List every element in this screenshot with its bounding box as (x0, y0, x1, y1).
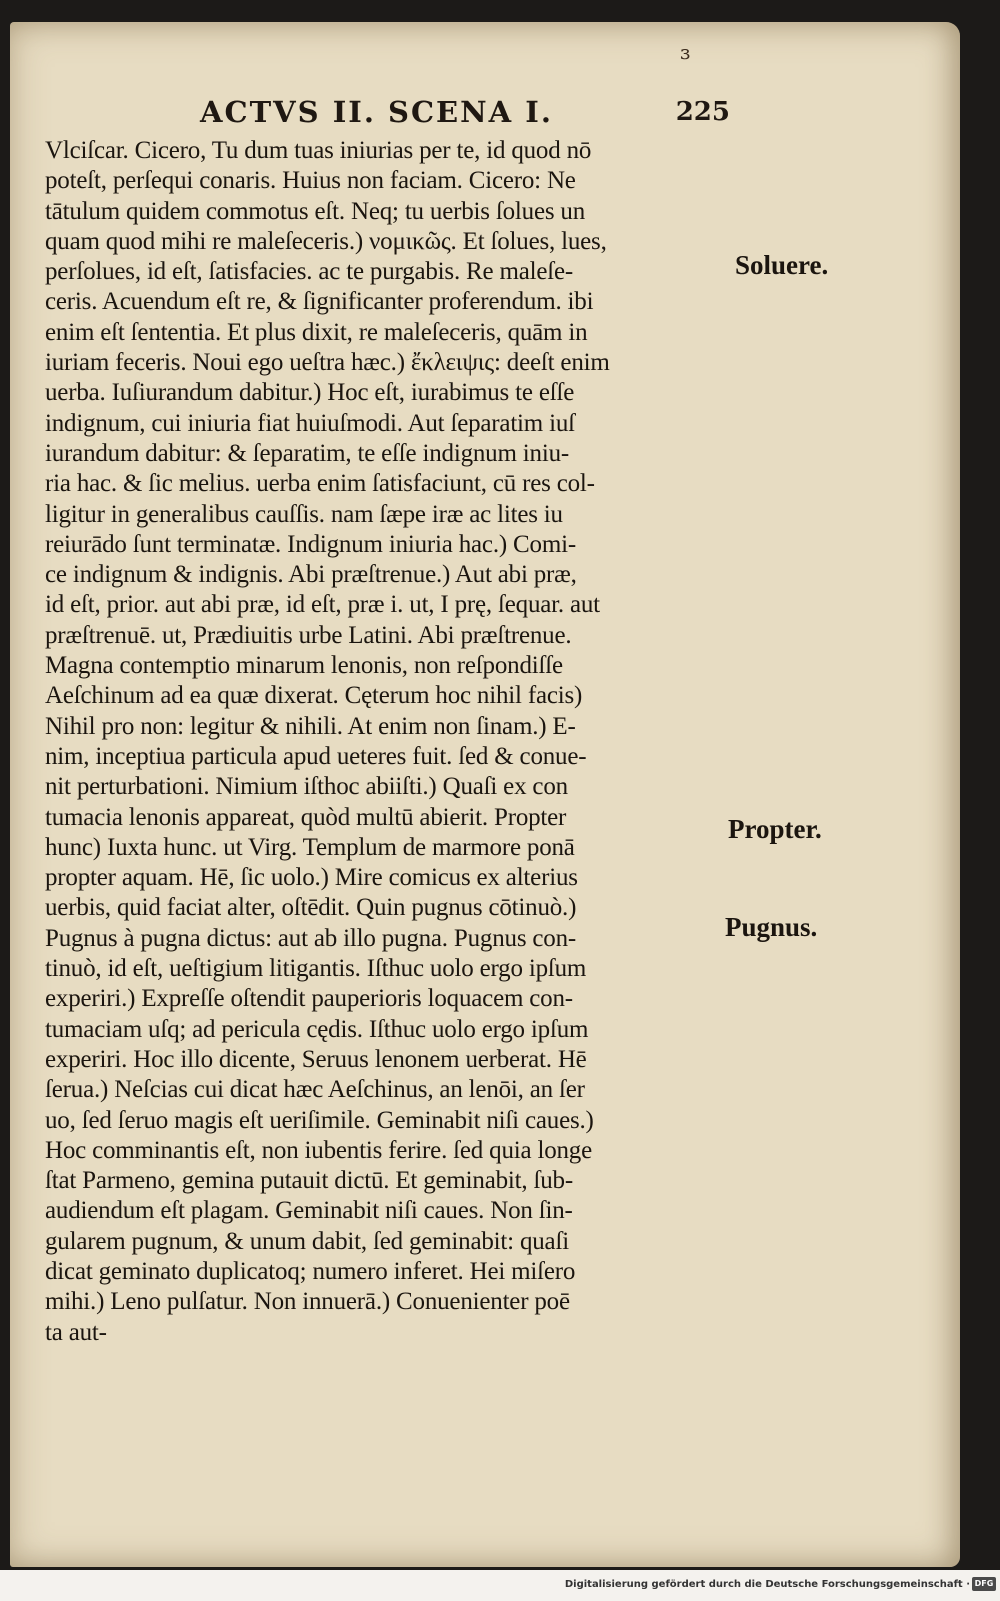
text-line: ta aut- (45, 1318, 107, 1346)
text-line: iurandum dabitur: & ſeparatim, te eſſe indignum iniu- (45, 439, 569, 467)
text-line: gularem pugnum, & unum dabit, ſed geminabit: quaſi (45, 1227, 569, 1255)
text-line: Aeſchinum ad ea quæ dixerat. Cęterum hoc nihil facis) (45, 682, 583, 710)
text-line: mihi.) Leno pulſatur. Non innuerā.) Conuenienter poē (45, 1288, 570, 1316)
text-line: audiendum eſt plagam. Geminabit niſi caues. Non ſin- (45, 1197, 573, 1225)
side-gloss: Soluere. (735, 250, 829, 280)
text-line: Vlciſcar. Cicero, Tu dum tuas iniurias per te, id quod nō (45, 137, 592, 164)
page-mark: ɜ (680, 40, 691, 64)
side-gloss: Propter. (728, 814, 822, 844)
side-gloss: Pugnus. (725, 912, 818, 942)
dfg-logo: DFG (972, 1577, 996, 1591)
text-line: ſtat Parmeno, gemina putauit dictū. Et geminabit, ſub- (45, 1167, 573, 1195)
text-line: perſolues, id eſt, ſatisfacies. ac te purgabis. Re maleſe- (45, 258, 574, 286)
running-head (200, 95, 730, 135)
text-line: ligitur in generalibus cauſſis. nam ſæpe iræ ac lites iu (45, 500, 563, 528)
text-line: tumaciam uſq; ad pericula cędis. Iſthuc uolo ergo ipſum (45, 1015, 589, 1043)
text-line: experiri. Hoc illo dicente, Seruus lenonem uerberat. Hē (45, 1045, 587, 1073)
text-line: iuriam feceris. Noui ego ueſtra hæc.) ἔκλειψις: deeſt enim (45, 349, 610, 377)
credit-text: Digitalisierung gefördert durch die Deutsche Forschungsgemeinschaft · (564, 1579, 970, 1590)
text-line: tinuò, id eſt, ueſtigium litigantis. Iſthuc uolo ergo ipſum (45, 955, 587, 983)
text-line: reiurādo ſunt terminatæ. Indignum iniuria hac.) Comi- (45, 530, 576, 558)
text-line: Magna contemptio minarum lenonis, non reſpondiſſe (45, 652, 563, 680)
text-line: ſerua.) Neſcias cui dicat hæc Aeſchinus, an lenōi, an ſer (45, 1076, 585, 1104)
text-line: tumacia lenonis appareat, quòd multū abierit. Propter (45, 803, 567, 831)
text-line: id eſt, prior. aut abi præ, id eſt, præ i. ut, I prę, ſequar. aut (45, 591, 600, 619)
running-head-title: ACTVS II. SCENA I. (200, 95, 553, 129)
page-number: 225 (675, 97, 730, 127)
text-line: nit perturbationi. Nimium iſthoc abiiſti.) Quaſi ex con (45, 773, 568, 801)
credit-bar (0, 1570, 1000, 1601)
text-line: quam quod mihi re maleſeceris.) νομικῶς. Et ſolues, lues, (45, 227, 607, 255)
text-line: experiri.) Expreſſe oſtendit pauperioris loquacem con- (45, 985, 573, 1013)
text-line: hunc) Iuxta hunc. ut Virg. Templum de marmore ponā (45, 833, 575, 861)
text-line: ce indignum & indignis. Abi præſtrenue.) Aut abi præ, (45, 561, 577, 589)
text-line: uerbis, quid faciat alter, oſtēdit. Quin pugnus cōtinuò.) (45, 894, 577, 922)
text-line: Hoc comminantis eſt, non iubentis ferire. ſed quia longe (45, 1136, 592, 1164)
text-line: præſtrenuē. ut, Prædiuitis urbe Latini. Abi præſtrenue. (45, 621, 572, 649)
text-line: Nihil pro non: legitur & nihili. At enim non ſinam.) E- (45, 712, 576, 740)
text-line: dicat geminato duplicatoq; numero inferet. Hei miſero (45, 1257, 576, 1285)
text-line: indignum, cui iniuria fiat huiuſmodi. Aut ſeparatim iuſ (45, 409, 575, 437)
text-line: poteſt, perſequi conaris. Huius non faciam. Cicero: Ne (45, 167, 576, 195)
text-line: Pugnus à pugna dictus: aut ab illo pugna. Pugnus con- (45, 924, 577, 952)
commentary-text (45, 136, 745, 1348)
text-line: enim eſt ſententia. Et plus dixit, re maleſeceris, quām in (45, 318, 588, 346)
text-line: nim, inceptiua particula apud ueteres fuit. ſed & conue- (45, 742, 587, 770)
text-line: tātulum quidem commotus eſt. Neq; tu uerbis ſolues un (45, 197, 586, 225)
text-line: ceris. Acuendum eſt re, & ſignificanter proferendum. ibi (45, 288, 594, 316)
text-line: propter aquam. Hē, ſic uolo.) Mire comicus ex alterius (45, 864, 578, 892)
text-line: ria hac. & ſic melius. uerba enim ſatisfaciunt, cū res col- (45, 470, 595, 498)
text-line: uo, ſed ſeruo magis eſt ueriſimile. Geminabit niſi caues.) (45, 1106, 594, 1134)
text-line: uerba. Iuſiurandum dabitur.) Hoc eſt, iurabimus te eſſe (45, 379, 575, 407)
